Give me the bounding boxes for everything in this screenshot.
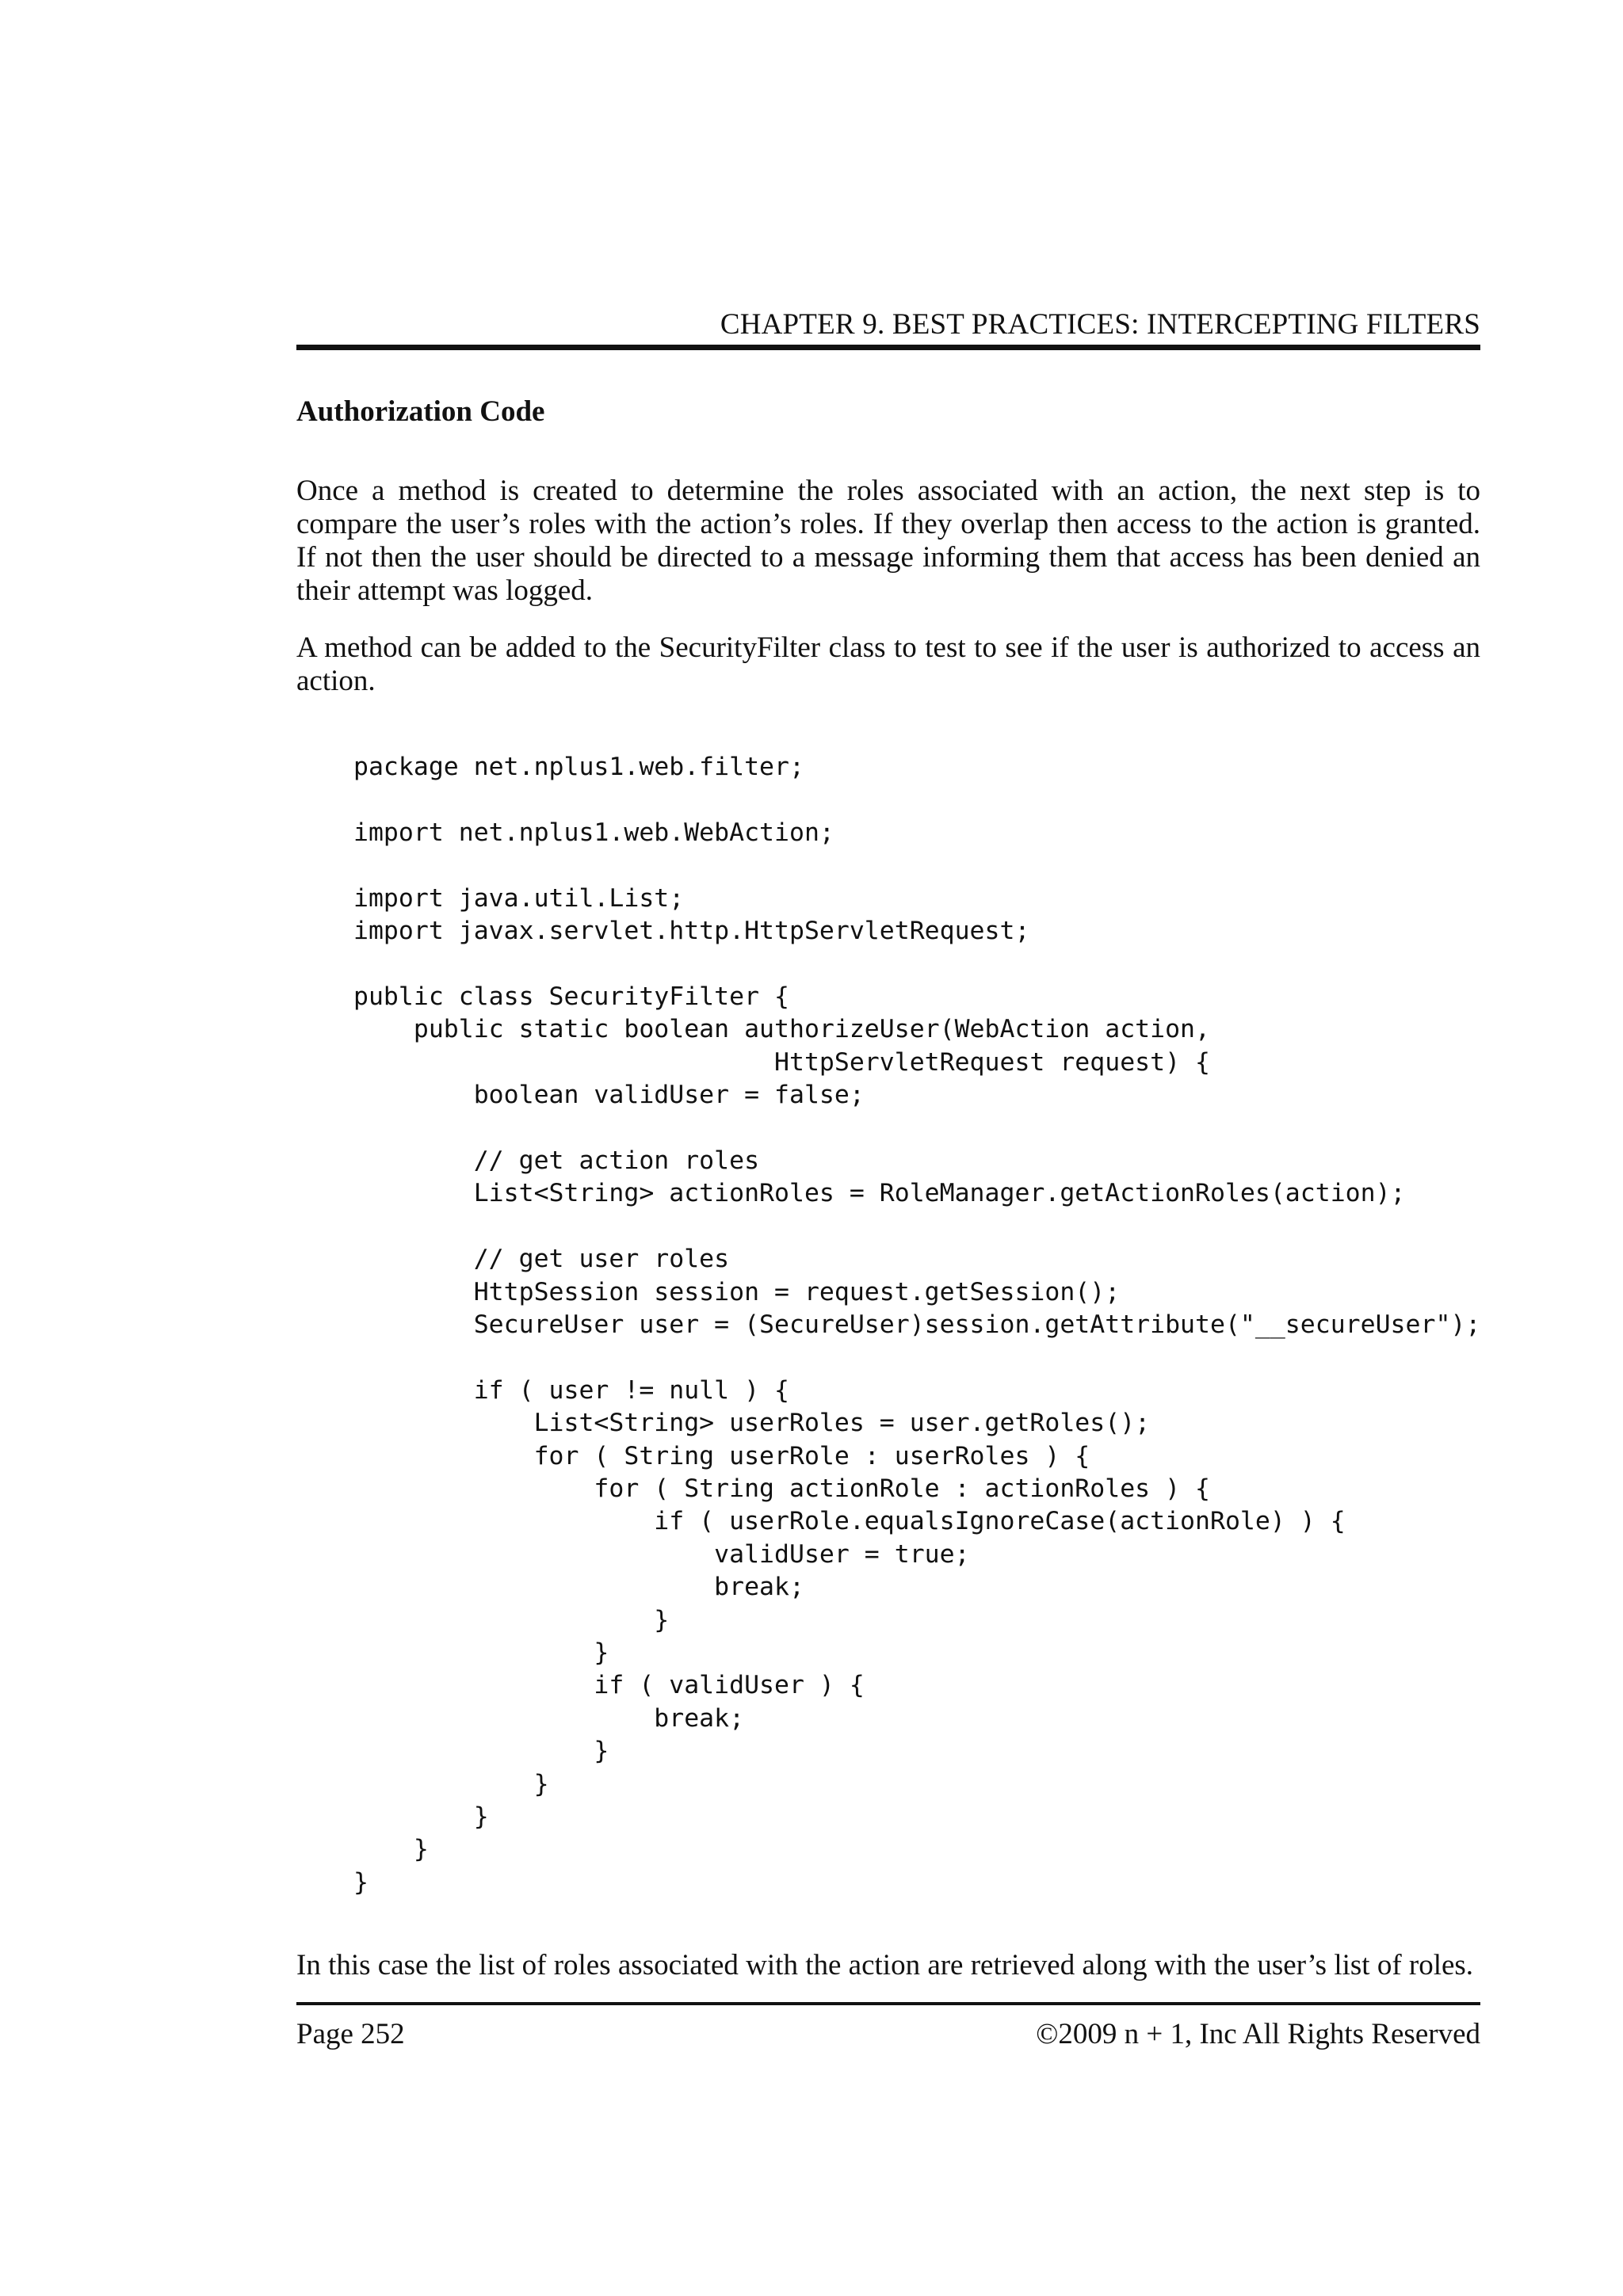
code-listing: package net.nplus1.web.filter; import net.nplus1.web.WebAction; import java.util.List; import javax.servlet.http.HttpServletRequest; public class SecurityFilter { public static boolean authorizeUser(WebAction action, HttpServletRequest request) { boolean validUser = false; // get action roles List<String> actionRoles = RoleManager.getActionRoles(action); // get user roles HttpSession session = request.getSession(); SecureUser user = (SecureUser)session.getAttribute("__secureUser"); if ( user != null ) { List<String> userRoles = user.getRoles(); for ( String userRole : userRoles ) { for ( String actionRole : actionRoles ) { if ( userRole.equalsIgnoreCase(actionRole) ) { validUser = true; break; } } if ( validUser ) { break; } } } } } [353, 753, 1481, 1897]
body-paragraph-1: Once a method is created to determine the roles associated with an action, the next step is to compare the user’s roles with the action’s roles. If they overlap then access to the action is granted. If not then the user should be directed to a message informing them that access has been denied an their attempt was logged. [296, 475, 1480, 607]
section-heading: Authorization Code [296, 395, 545, 428]
body-paragraph-2: A method can be added to the SecurityFilter class to test to see if the user is authorized to access an action. [296, 631, 1480, 697]
header-rule [296, 345, 1480, 350]
copyright-notice: ©2009 n + 1, Inc All Rights Reserved [1036, 2018, 1480, 2050]
footer-rule [296, 2002, 1480, 2005]
running-header: CHAPTER 9. BEST PRACTICES: INTERCEPTING FILTERS [720, 308, 1480, 341]
closing-paragraph: In this case the list of roles associated with the action are retrieved along with the user’s list of roles. [296, 1949, 1474, 1981]
page-number: Page 252 [296, 2018, 405, 2050]
